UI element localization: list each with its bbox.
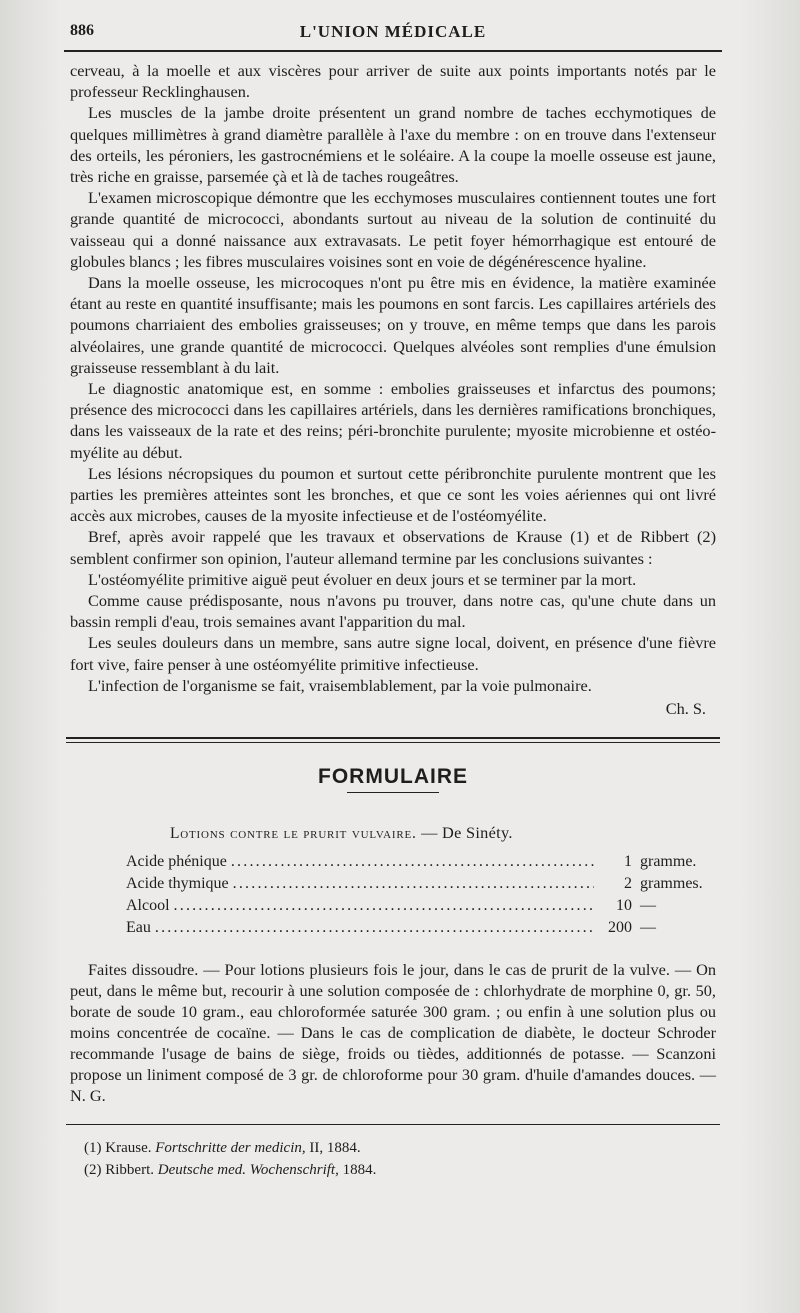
page-number: 886 (70, 22, 94, 39)
article-paragraph: Les lésions nécropsiques du poumon et surtout cette péribronchite purulente montrent que les parties les premières atteintes sont les bronches, et que ce sont les voies aériennes qui ont livré accès aux microbes, causes de la myosite infectieuse et de l'ostéomyélite. (70, 463, 716, 526)
leader-dots (155, 919, 594, 937)
section-title: FORMULAIRE (318, 765, 468, 789)
ingredient-quantity: 1 (624, 853, 632, 871)
footnote-author: Ribbert. (105, 1162, 154, 1179)
footnote-source: Fortschritte der medicin, (155, 1140, 306, 1157)
ingredient-unit: gramme. (640, 853, 697, 871)
footnote-divider (66, 1124, 720, 1125)
ingredient-quantity: 200 (608, 919, 632, 937)
footnote (84, 1137, 716, 1159)
article-paragraph: cerveau, à la moelle et aux viscères pour arriver de suite aux points importants notés par le professeur Recklinghausen. (70, 61, 716, 102)
section-title-underline (347, 792, 439, 793)
article-signature: Ch. S. (665, 699, 706, 719)
leader-dots (233, 875, 594, 893)
footnote-details: II, 1884. (309, 1140, 361, 1157)
leader-dots (231, 853, 594, 871)
article-paragraph: L'ostéomyélite primitive aiguë peut évoluer en deux jours et se terminer par la mort. (88, 569, 637, 589)
ingredient-row (126, 875, 726, 897)
footnote (84, 1159, 716, 1181)
article-paragraph: Comme cause prédisposante, nous n'avons pu trouver, dans notre cas, qu'une chute dans un bassin rempli d'eau, trois semaines avant l'apparition du mal. (70, 591, 716, 632)
footnote-source: Deutsche med. Wochenschrift, (157, 1162, 339, 1179)
ingredient-name: Alcool (126, 897, 170, 915)
footnote-number: (2) (84, 1162, 102, 1179)
article-paragraph: Bref, après avoir rappelé que les travaux et observations de Krause (1) et de Ribbert (2) semblent confirmer son opinion, l'auteur allemand termine par les conclusions suivantes : (70, 527, 716, 568)
ingredient-unit: grammes. (640, 875, 703, 893)
ingredient-row (126, 897, 726, 919)
recipe-instructions (70, 959, 716, 1106)
leader-dots (174, 897, 594, 915)
recipe-paragraph: Faites dissoudre. — Pour lotions plusieurs fois le jour, dans le cas de prurit de la vulve. — On peut, dans le même but, recourir à une solution composée de : chlorhydrate de morphine 0, gr. 50, borate de soude 10 gram., eau chloroformée saturée 300 gram. ; ou enfin à une solution plus ou moins concentrée de cocaïne. — Dans le cas de complication de diabète, le docteur Schroder recommande l'usage de bains de siège, froids ou tièdes, additionnés de potasse. — Scanzoni propose un liniment composé de 3 gr. de chloroforme pour 30 gram. d'huile d'amandes douces. — N. G. (70, 960, 716, 1106)
ingredient-quantity: 2 (624, 875, 632, 893)
page-header (64, 22, 722, 52)
article-paragraph: L'infection de l'organisme se fait, vraisemblablement, par la voie pulmonaire. (88, 675, 592, 695)
ingredient-name: Acide phénique (126, 853, 227, 871)
article-paragraph: Le diagnostic anatomique est, en somme : embolies graisseuses et infarctus des poumons; présence des micrococci dans les capillaires artériels, dans les dernières ramifications bronchiques, dans les vaisseaux de la rate et des reins; péri-bronchite purulente; myosite microbienne et ostéo-myélite au début. (70, 379, 716, 462)
article-paragraph: Dans la moelle osseuse, les microcoques n'ont pu être mis en évidence, la matière examinée étant au reste en quantité insuffisante; mais les poumons en sont farcis. Les capillaires artériels des poumons charriaient des embolies graisseuses; on y trouve, en même temps que dans les parois alvéolaires, une grande quantité de micrococci. Quelques alvéoles sont remplies d'une émulsion graisseuse ressemblant à du lait. (70, 273, 716, 377)
running-head: L'UNION MÉDICALE (299, 22, 487, 41)
footnote-number: (1) (84, 1140, 102, 1157)
ingredient-quantity: 10 (616, 897, 632, 915)
ingredient-unit: — (640, 919, 656, 937)
footnotes (70, 1137, 716, 1181)
article-paragraph: Les muscles de la jambe droite présentent un grand nombre de taches ecchymotiques de quelques millimètres à grand diamètre parallèle à l'axe du membre : on en trouve dans l'extenseur des orteils, les péroniers, les gastrocnémiens et le soléaire. A la coupe la moelle osseuse est jaune, très riche en graisse, parsemée çà et là de taches rougeâtres. (70, 103, 716, 187)
ingredient-row (126, 853, 726, 875)
ingredient-unit: — (640, 897, 656, 915)
ingredient-list (126, 853, 726, 941)
ingredient-name: Acide thymique (126, 875, 229, 893)
footnote-author: Krause. (105, 1140, 152, 1157)
recipe-title (170, 823, 716, 843)
article-paragraph: Les seules douleurs dans un membre, sans autre signe local, doivent, en présence d'une fièvre fort vive, faire penser à une ostéomyélite primitive infectieuse. (70, 633, 716, 674)
recipe-title-text: Lotions contre le prurit vulvaire. (170, 825, 417, 843)
recipe-author: — De Sinéty. (421, 823, 513, 843)
ingredient-name: Eau (126, 919, 151, 937)
section-divider (66, 737, 720, 743)
article-paragraph: L'examen microscopique démontre que les ecchymoses musculaires contiennent toutes une fort grande quantité de micrococci, abondants surtout au niveau de la solution de continuité du vaisseau qui a donné naissance aux extravasats. Le petit foyer hémorrhagique est entouré de globules blancs ; les fibres musculaires voisines sont en voie de dégénérescence hyaline. (70, 188, 716, 271)
article-body (70, 60, 716, 719)
ingredient-row (126, 919, 726, 941)
footnote-details: 1884. (342, 1162, 377, 1179)
